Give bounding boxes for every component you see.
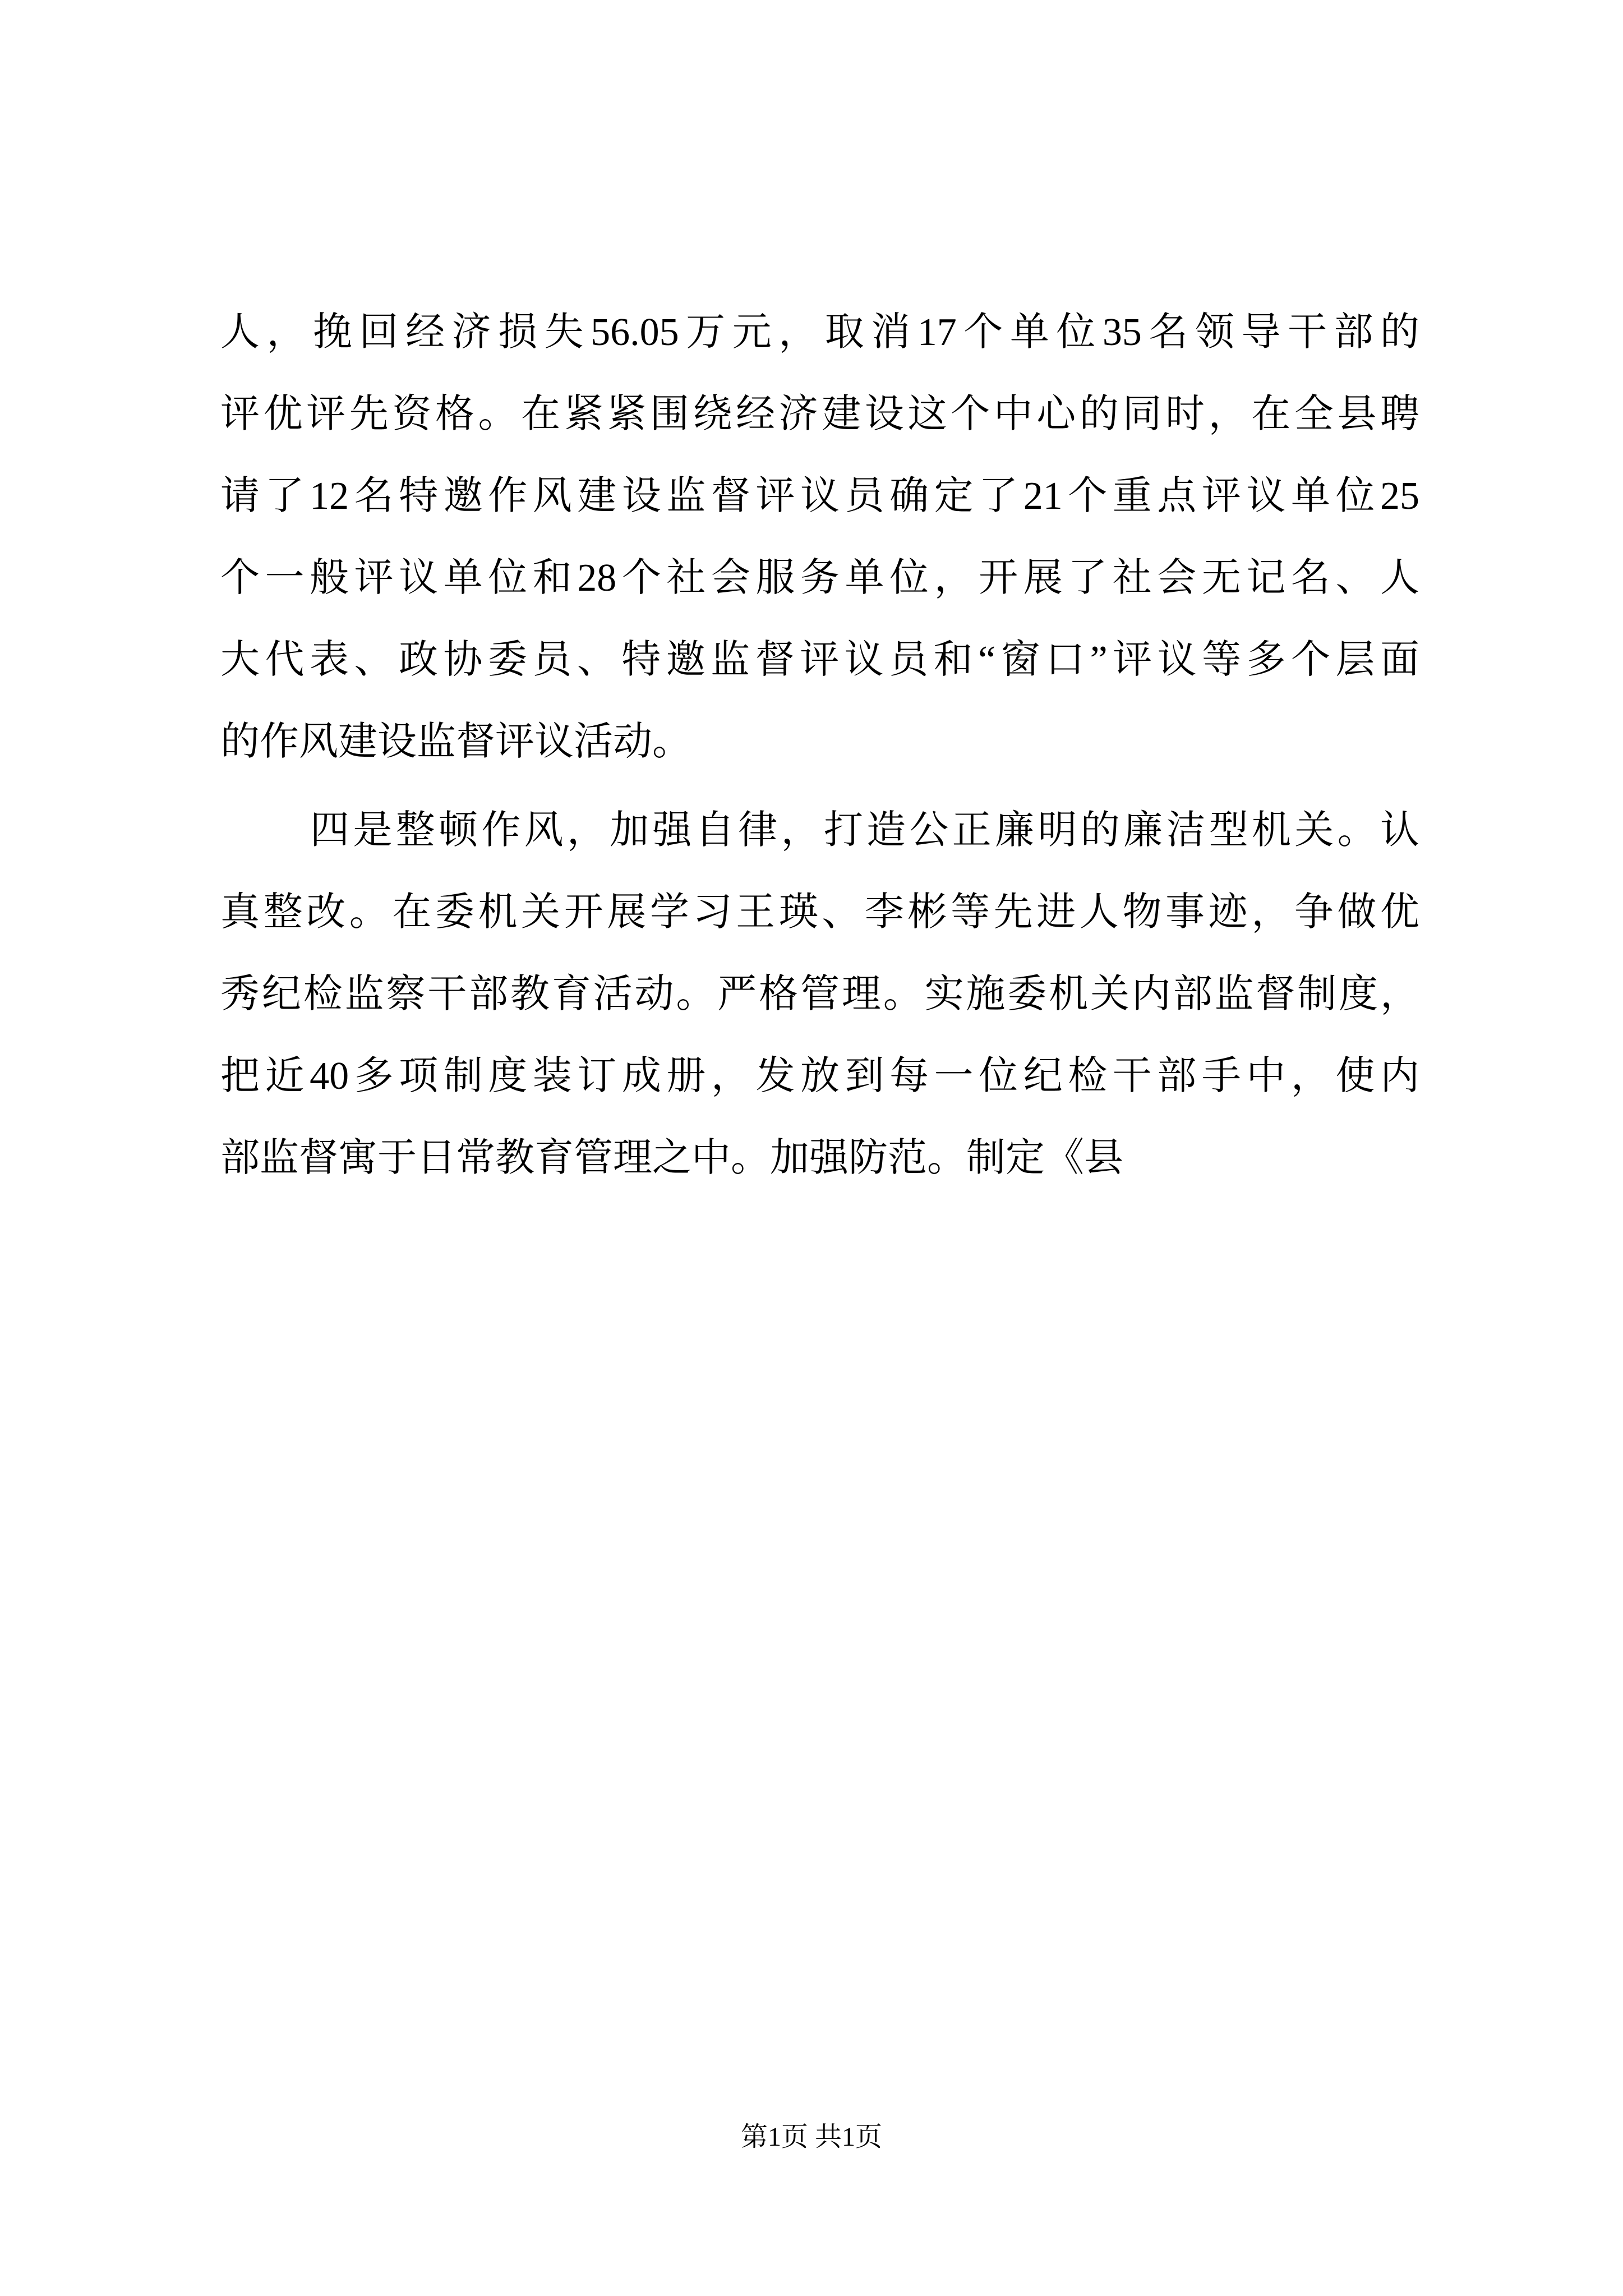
page-number-text: 第1页 共1页 [740,2122,882,2152]
text-line: 秀纪检监察干部教育活动。严格管理。实施委机关内部监督制度， [220,973,1419,1016]
page-footer [0,2122,1623,2153]
paragraph-1 [220,292,1419,783]
text-line: 个一般评议单位和28个社会服务单位，开展了社会无记名、人 [220,556,1419,600]
text-line: 评优评先资格。在紧紧围绕经济建设这个中心的同时，在全县聘 [220,393,1419,436]
text-line: 人，挽回经济损失56.05万元，取消17个单位35名领导干部的 [220,311,1419,354]
text-line: 大代表、政协委员、特邀监督评议员和“窗口”评议等多个层面 [220,638,1419,682]
text-line: 真整改。在委机关开展学习王瑛、李彬等先进人物事迹，争做优 [220,891,1419,934]
document-body [220,292,1419,1199]
text-line-paragraph-end: 部监督寓于日常教育管理之中。加强防范。制定《县 [220,1137,1123,1180]
text-line-paragraph-start: 四是整顿作风，加强自律，打造公正廉明的廉洁型机关。认 [310,809,1419,852]
paragraph-2 [220,790,1419,1199]
text-line-paragraph-end: 的作风建设监督评议活动。 [220,720,691,763]
text-line: 请了12名特邀作风建设监督评议员确定了21个重点评议单位25 [220,475,1419,518]
text-line: 把近40多项制度装订成册，发放到每一位纪检干部手中，使内 [220,1055,1419,1098]
